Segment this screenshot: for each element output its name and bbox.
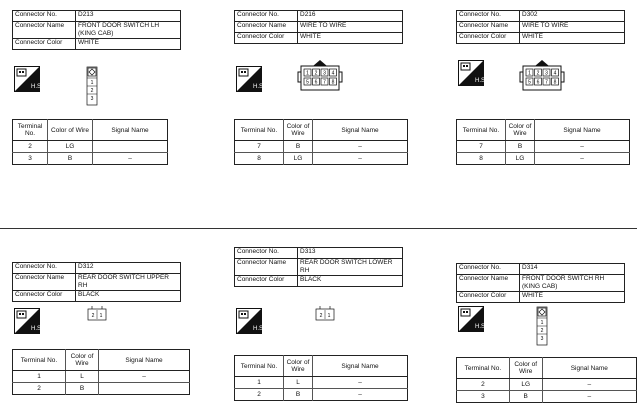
terminal-no-cell: 7 xyxy=(235,141,284,153)
svg-text:4: 4 xyxy=(553,70,557,77)
terminal-table xyxy=(12,349,190,395)
hs-label: H.S. xyxy=(31,84,43,90)
terminal-no-cell: 2 xyxy=(457,379,510,391)
wire-color-cell: B xyxy=(506,141,535,153)
connector-color-value: WHITE xyxy=(298,33,403,44)
terminal-no-header: Terminal No. xyxy=(457,358,510,379)
signal-name-header: Signal Name xyxy=(93,120,168,141)
terminal-row xyxy=(13,371,190,383)
harness-symbol-icon xyxy=(14,66,43,92)
signal-name-cell xyxy=(93,141,168,153)
connector-color-value: WHITE xyxy=(76,39,181,50)
connector-no-value: D302 xyxy=(520,11,625,22)
color-of-wire-header: Color of Wire xyxy=(66,350,99,371)
svg-text:7: 7 xyxy=(323,79,326,86)
connector-face-icon xyxy=(86,66,98,111)
svg-text:7: 7 xyxy=(545,79,548,86)
wire-color-cell: B xyxy=(509,391,542,403)
terminal-table xyxy=(456,119,630,165)
terminal-no-cell: 1 xyxy=(235,377,284,389)
wire-color-cell: L xyxy=(284,377,313,389)
terminal-no-header: Terminal No. xyxy=(13,120,48,141)
connector-info-table xyxy=(456,10,625,44)
wire-color-cell: L xyxy=(66,371,99,383)
svg-text:1: 1 xyxy=(528,70,531,77)
connector-name-label: Connector Name xyxy=(13,22,76,39)
terminal-table xyxy=(456,357,637,403)
connector-face-icon xyxy=(314,306,336,327)
signal-name-cell: – xyxy=(313,141,408,153)
connector-color-label: Connector Color xyxy=(235,33,298,44)
svg-text:3: 3 xyxy=(540,336,544,342)
connector-name-label: Connector Name xyxy=(457,275,520,292)
connector-name-value: FRONT DOOR SWITCH RH (KING CAB) xyxy=(520,275,625,292)
connector-name-label: Connector Name xyxy=(13,274,76,291)
terminal-no-cell: 8 xyxy=(257,155,261,162)
terminal-no-cell: 2 xyxy=(13,141,48,153)
terminal-table xyxy=(234,355,408,401)
harness-symbol-icon xyxy=(14,308,43,334)
color-of-wire-header: Color of Wire xyxy=(284,356,313,377)
svg-text:6: 6 xyxy=(314,79,318,86)
signal-name-cell: – xyxy=(93,153,168,165)
connector-color-label: Connector Color xyxy=(13,39,76,50)
terminal-no-cell: 2 xyxy=(37,385,41,392)
terminal-row xyxy=(235,377,408,389)
signal-name-header: Signal Name xyxy=(99,350,190,371)
terminal-row xyxy=(457,379,637,391)
terminal-no-cell: 3 xyxy=(28,155,32,162)
terminal-row xyxy=(457,141,630,153)
connector-info-table xyxy=(456,263,625,303)
connector-color-label: Connector Color xyxy=(457,292,520,303)
terminal-table xyxy=(12,119,168,165)
terminal-no-header: Terminal No. xyxy=(235,356,284,377)
hs-label: H.S. xyxy=(253,84,265,90)
svg-text:2: 2 xyxy=(540,328,544,334)
svg-text:2: 2 xyxy=(314,70,318,77)
connector-no-label: Connector No. xyxy=(13,11,76,22)
svg-text:5: 5 xyxy=(528,79,531,86)
signal-name-header: Signal Name xyxy=(313,120,408,141)
terminal-no-cell: 2 xyxy=(257,391,261,398)
svg-text:2: 2 xyxy=(91,313,95,319)
color-of-wire-header: Color of Wire xyxy=(506,120,535,141)
signal-name-cell: – xyxy=(542,379,636,391)
signal-name-cell xyxy=(99,383,190,395)
svg-text:2: 2 xyxy=(319,313,323,319)
connector-face-icon xyxy=(536,306,548,351)
connector-name-label: Connector Name xyxy=(235,259,298,276)
connector-info-table xyxy=(234,10,403,44)
color-of-wire-header: Color of Wire xyxy=(48,120,93,141)
terminal-row xyxy=(457,153,630,165)
wire-color-cell: LG xyxy=(284,153,313,165)
hs-label: H.S. xyxy=(475,324,487,330)
connector-no-label: Connector No. xyxy=(457,11,520,22)
connector-no-value: D213 xyxy=(76,11,181,22)
terminal-no-cell: 3 xyxy=(481,393,485,400)
svg-text:4: 4 xyxy=(331,70,335,77)
connector-color-value: WHITE xyxy=(520,33,625,44)
wire-color-cell: B xyxy=(284,141,313,153)
connector-no-label: Connector No. xyxy=(235,11,298,22)
wire-color-cell: LG xyxy=(506,153,535,165)
wire-color-cell: B xyxy=(48,153,93,165)
wire-color-cell: LG xyxy=(509,379,542,391)
terminal-no-header: Terminal No. xyxy=(235,120,284,141)
connector-name-value: FRONT DOOR SWITCH LH (KING CAB) xyxy=(76,22,181,39)
connector-name-label: Connector Name xyxy=(457,22,520,33)
terminal-no-cell: 7 xyxy=(457,141,506,153)
connector-face-icon xyxy=(520,58,564,97)
svg-text:2: 2 xyxy=(90,88,94,94)
signal-name-cell: – xyxy=(542,391,636,403)
signal-name-cell: – xyxy=(535,153,630,165)
connector-name-value: REAR DOOR SWITCH UPPER RH xyxy=(76,274,181,291)
signal-name-header: Signal Name xyxy=(542,358,636,379)
connector-color-value: BLACK xyxy=(76,291,181,302)
terminal-no-cell: 1 xyxy=(13,371,66,383)
svg-text:1: 1 xyxy=(90,80,94,86)
terminal-row xyxy=(13,383,190,395)
signal-name-header: Signal Name xyxy=(535,120,630,141)
connector-info-table xyxy=(234,247,403,287)
connector-no-label: Connector No. xyxy=(13,263,76,274)
connector-no-value: D313 xyxy=(298,248,403,259)
signal-name-cell: – xyxy=(99,371,190,383)
connector-no-label: Connector No. xyxy=(457,264,520,275)
connector-no-value: D312 xyxy=(76,263,181,274)
terminal-no-header: Terminal No. xyxy=(13,350,66,371)
terminal-row xyxy=(235,389,408,401)
terminal-table xyxy=(234,119,408,165)
color-of-wire-header: Color of Wire xyxy=(284,120,313,141)
terminal-no-cell: 8 xyxy=(479,155,483,162)
connector-color-value: WHITE xyxy=(520,292,625,303)
terminal-row xyxy=(13,153,168,165)
connector-info-table xyxy=(12,262,181,302)
svg-text:3: 3 xyxy=(545,70,548,77)
signal-name-cell: – xyxy=(535,141,630,153)
signal-name-header: Signal Name xyxy=(313,356,408,377)
connector-color-label: Connector Color xyxy=(13,291,76,302)
svg-text:3: 3 xyxy=(90,96,94,102)
connector-color-label: Connector Color xyxy=(235,276,298,287)
connector-face-icon xyxy=(86,306,108,327)
svg-text:6: 6 xyxy=(536,79,540,86)
svg-text:1: 1 xyxy=(327,313,331,319)
connector-color-value: BLACK xyxy=(298,276,403,287)
svg-text:5: 5 xyxy=(306,79,309,86)
connector-name-label: Connector Name xyxy=(235,22,298,33)
signal-name-cell: – xyxy=(313,153,408,165)
svg-text:1: 1 xyxy=(99,313,103,319)
svg-text:8: 8 xyxy=(331,79,335,86)
connector-name-value: REAR DOOR SWITCH LOWER RH xyxy=(298,259,403,276)
connector-no-value: D216 xyxy=(298,11,403,22)
color-of-wire-header: Color of Wire xyxy=(509,358,542,379)
terminal-row xyxy=(235,141,408,153)
svg-text:8: 8 xyxy=(553,79,557,86)
terminal-row xyxy=(457,391,637,403)
hs-label: H.S. xyxy=(475,78,487,84)
hs-label: H.S. xyxy=(31,326,43,332)
terminal-row xyxy=(13,141,168,153)
wire-color-cell: LG xyxy=(48,141,93,153)
svg-text:3: 3 xyxy=(323,70,326,77)
svg-text:1: 1 xyxy=(540,320,544,326)
connector-no-value: D314 xyxy=(520,264,625,275)
connector-no-label: Connector No. xyxy=(235,248,298,259)
svg-text:1: 1 xyxy=(306,70,309,77)
connector-name-value: WIRE TO WIRE xyxy=(520,22,625,33)
connector-name-value: WIRE TO WIRE xyxy=(298,22,403,33)
terminal-no-header: Terminal No. xyxy=(457,120,506,141)
connector-color-label: Connector Color xyxy=(457,33,520,44)
harness-symbol-icon xyxy=(236,66,265,92)
wire-color-cell: B xyxy=(66,383,99,395)
hs-label: H.S. xyxy=(253,326,265,332)
terminal-row xyxy=(235,153,408,165)
harness-symbol-icon xyxy=(236,308,265,334)
wire-color-cell: B xyxy=(284,389,313,401)
harness-symbol-icon xyxy=(458,60,487,86)
connector-face-icon xyxy=(298,58,342,97)
signal-name-cell: – xyxy=(313,389,408,401)
connector-info-table xyxy=(12,10,181,50)
section-divider xyxy=(0,228,637,229)
harness-symbol-icon xyxy=(458,306,487,332)
signal-name-cell: – xyxy=(313,377,408,389)
svg-text:2: 2 xyxy=(536,70,540,77)
